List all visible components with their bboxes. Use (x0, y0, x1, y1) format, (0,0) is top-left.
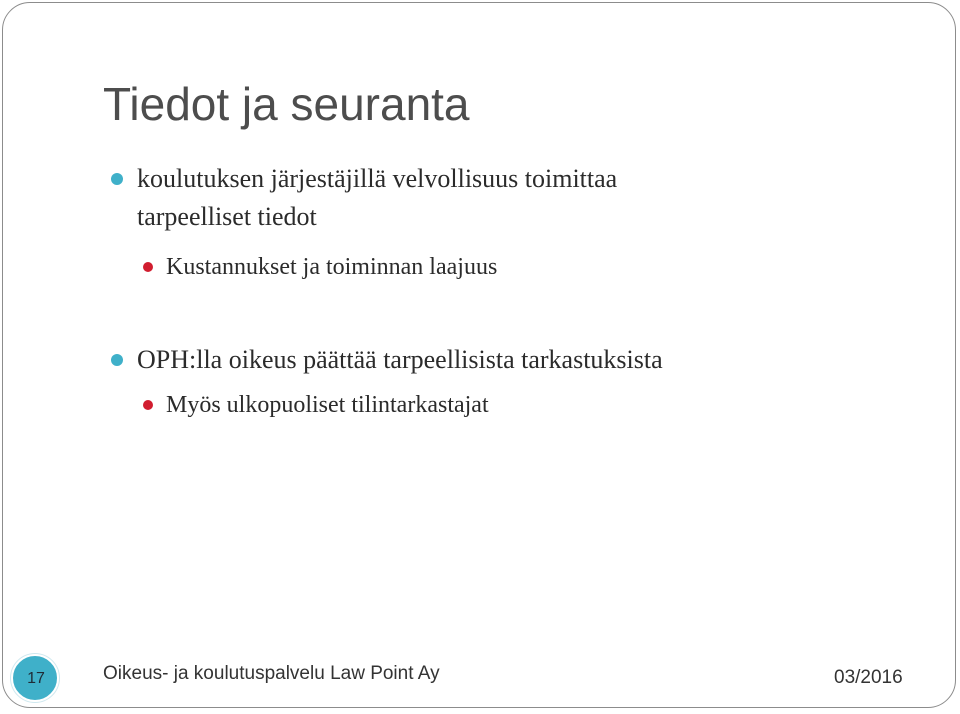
slide-title: Tiedot ja seuranta (103, 78, 470, 130)
sub-bullet-text: Myös ulkopuoliset tilintarkastajat (166, 392, 489, 418)
footer-date: 03/2016 (834, 667, 903, 688)
bullet-icon (111, 173, 123, 185)
page-number-badge (11, 654, 59, 702)
page-number: 17 (27, 670, 45, 687)
bullet-text: tarpeelliset tiedot (137, 202, 317, 231)
bullet-item (137, 341, 663, 379)
sub-bullet-icon (143, 262, 153, 272)
bullet-icon (111, 354, 123, 366)
sub-bullet-icon (143, 400, 153, 410)
bullet-item (137, 160, 617, 236)
sub-bullet-text: Kustannukset ja toiminnan laajuus (166, 254, 498, 280)
sub-bullet-item (166, 390, 489, 420)
bullet-text: OPH:lla oikeus päättää tarpeellisista tarkastuksista (137, 345, 663, 374)
sub-bullet-item (166, 252, 497, 282)
footer-organization: Oikeus- ja koulutuspalvelu Law Point Ay (103, 663, 440, 684)
bullet-text: koulutuksen järjestäjillä velvollisuus toimittaa (137, 164, 618, 193)
